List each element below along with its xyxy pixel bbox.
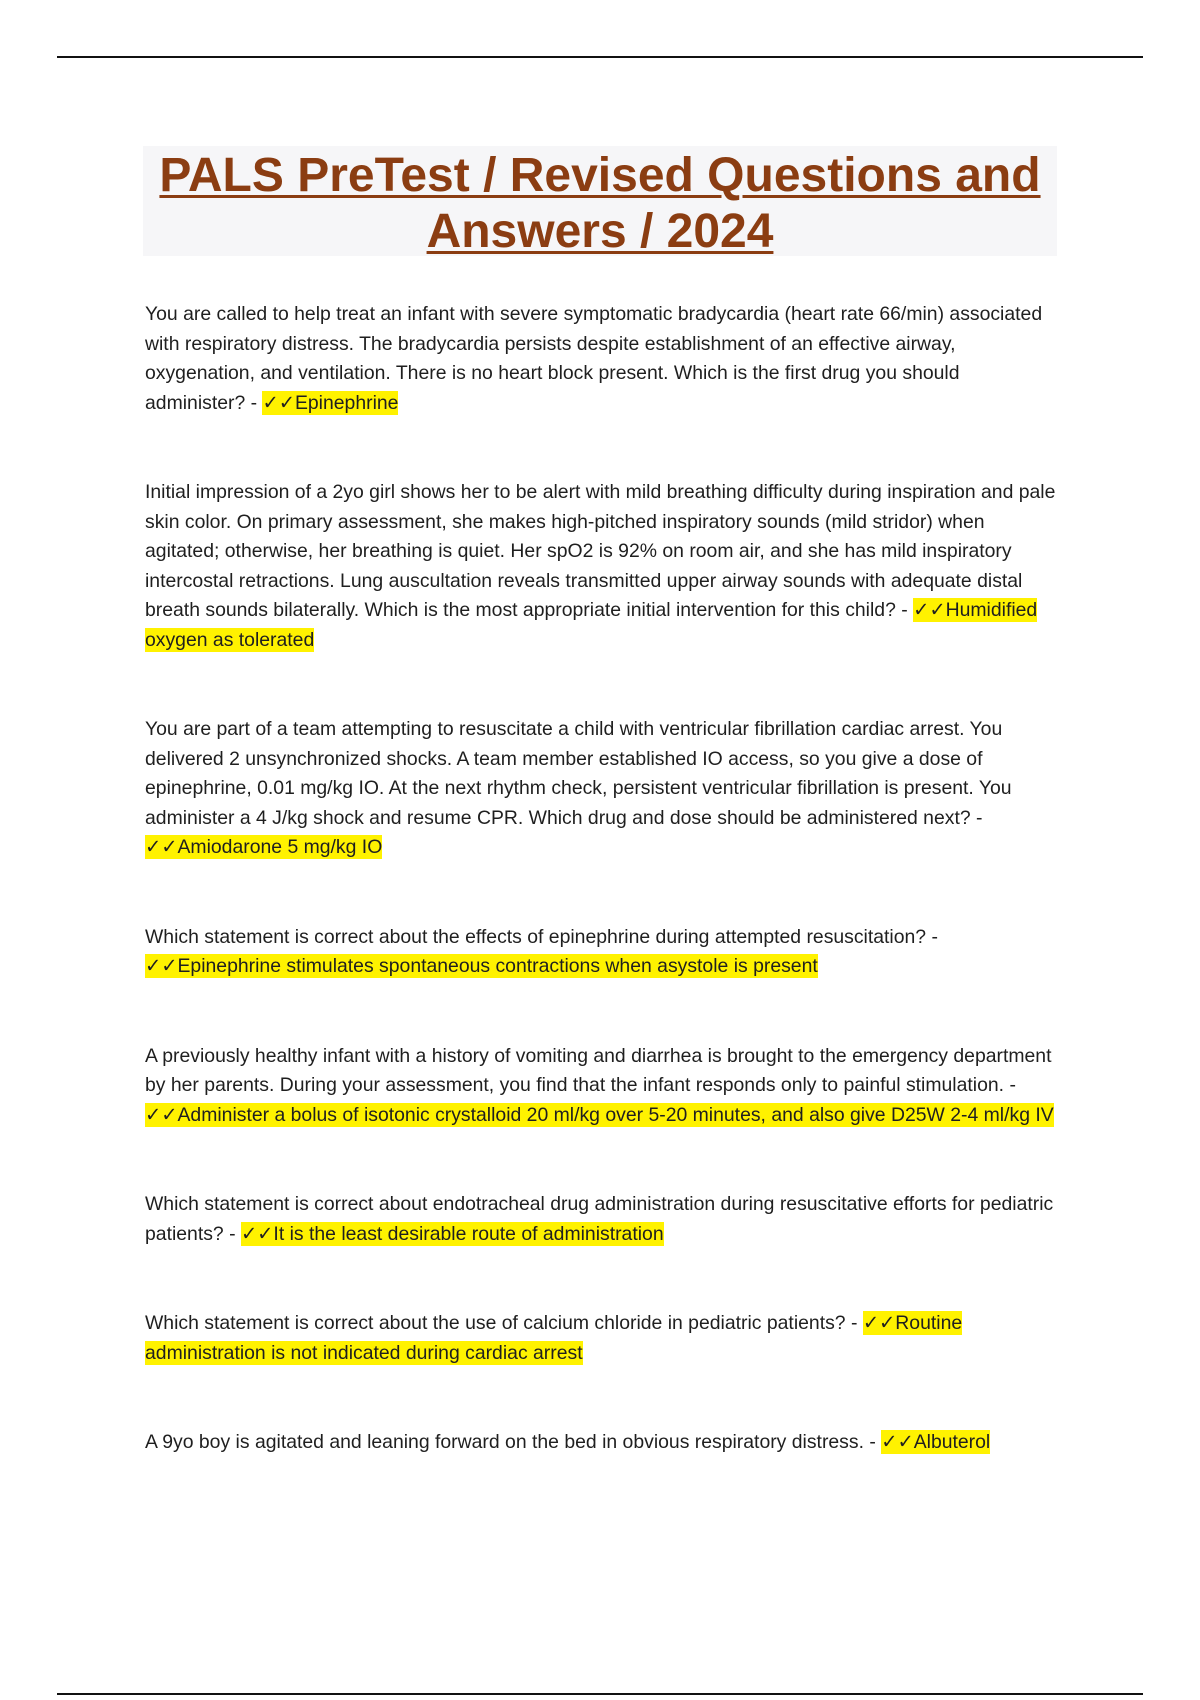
question-text: A 9yo boy is agitated and leaning forward on the bed in obvious respiratory distress. xyxy=(145,1431,864,1453)
qa-item xyxy=(145,478,1060,655)
answer-highlight: ✓✓It is the least desirable route of administration xyxy=(240,1222,664,1245)
qa-item xyxy=(145,1042,1060,1131)
qa-item xyxy=(145,1190,1060,1249)
qa-list xyxy=(145,300,1060,1518)
question-text: A previously healthy infant with a history of vomiting and diarrhea is brought to the emergency department by her parents. During your assessment, you find that the infant responds only to painful stimulation. xyxy=(145,1044,1052,1096)
answer-highlight: ✓✓Epinephrine xyxy=(262,391,399,414)
qa-item xyxy=(145,300,1060,418)
qa-item xyxy=(145,923,1060,982)
answer-highlight: ✓✓Amiodarone 5 mg/kg IO xyxy=(145,836,383,858)
answer-highlight: ✓✓Routine administration is not indicated during cardiac arrest xyxy=(145,1312,963,1364)
qa-separator: - xyxy=(845,1312,863,1334)
answer-highlight: ✓✓Humidified oxygen as tolerated xyxy=(145,599,1038,651)
question-text: Which statement is correct about the effects of epinephrine during attempted resuscitation? xyxy=(145,925,927,948)
question-text: You are called to help treat an infant with severe symptomatic bradycardia (heart rate 66/min) associated with respiratory distress. The bradycardia persists despite establishment of an effective airway, oxygenation, and ventilation. There is no heart block present. Which is the first drug you should administer? xyxy=(145,303,1043,414)
answer-highlight: ✓✓Epinephrine stimulates spontaneous contractions when asystole is present xyxy=(145,955,818,977)
qa-item xyxy=(145,1309,1060,1368)
qa-item xyxy=(145,715,1060,863)
qa-separator: - xyxy=(970,806,983,829)
question-text: Which statement is correct about endotracheal drug administration during resuscitative efforts for pediatric patients? xyxy=(145,1193,1054,1245)
document-title: PALS PreTest / Revised Questions and Answers / 2024 xyxy=(159,149,1041,258)
qa-separator: - xyxy=(926,925,938,948)
question-text: You are part of a team attempting to resuscitate a child with ventricular fibrillation cardiac arrest. You delivered 2 unsynchronized shocks. A team member established IO access, so you give a dose of epinephrine, 0.01 mg/kg IO. At the next rhythm check, persistent ventricular fibrillation is present. You administer a 4 J/kg shock and resume CPR. Which drug and dose should be administered next? xyxy=(145,718,1012,829)
question-text: Initial impression of a 2yo girl shows her to be alert with mild breathing difficulty during inspiration and pale skin color. On primary assessment, she makes high-pitched inspiratory sounds (mild stridor) when agitated; otherwise, her breathing is quiet. Her spO2 is 92% on room air, and she has mild inspiratory intercostal retractions. Lung auscultation reveals transmitted upper airway sounds with adequate distal breath sounds bilaterally. Which is the most appropriate initial intervention for this child? xyxy=(145,481,1056,621)
bottom-rule xyxy=(57,1693,1143,1695)
qa-separator: - xyxy=(223,1222,241,1245)
answer-highlight: ✓✓Administer a bolus of isotonic crystalloid 20 ml/kg over 5-20 minutes, and also give D25W 2-4 ml/kg IV xyxy=(145,1103,1054,1126)
qa-separator: - xyxy=(245,391,263,414)
title-banner xyxy=(143,146,1057,256)
qa-separator: - xyxy=(895,599,914,621)
qa-separator: - xyxy=(863,1431,882,1453)
top-rule xyxy=(57,56,1143,58)
qa-item xyxy=(145,1428,1060,1458)
answer-highlight: ✓✓Albuterol xyxy=(881,1431,991,1453)
question-text: Which statement is correct about the use of calcium chloride in pediatric patients? xyxy=(145,1312,846,1334)
qa-separator: - xyxy=(1004,1074,1016,1096)
